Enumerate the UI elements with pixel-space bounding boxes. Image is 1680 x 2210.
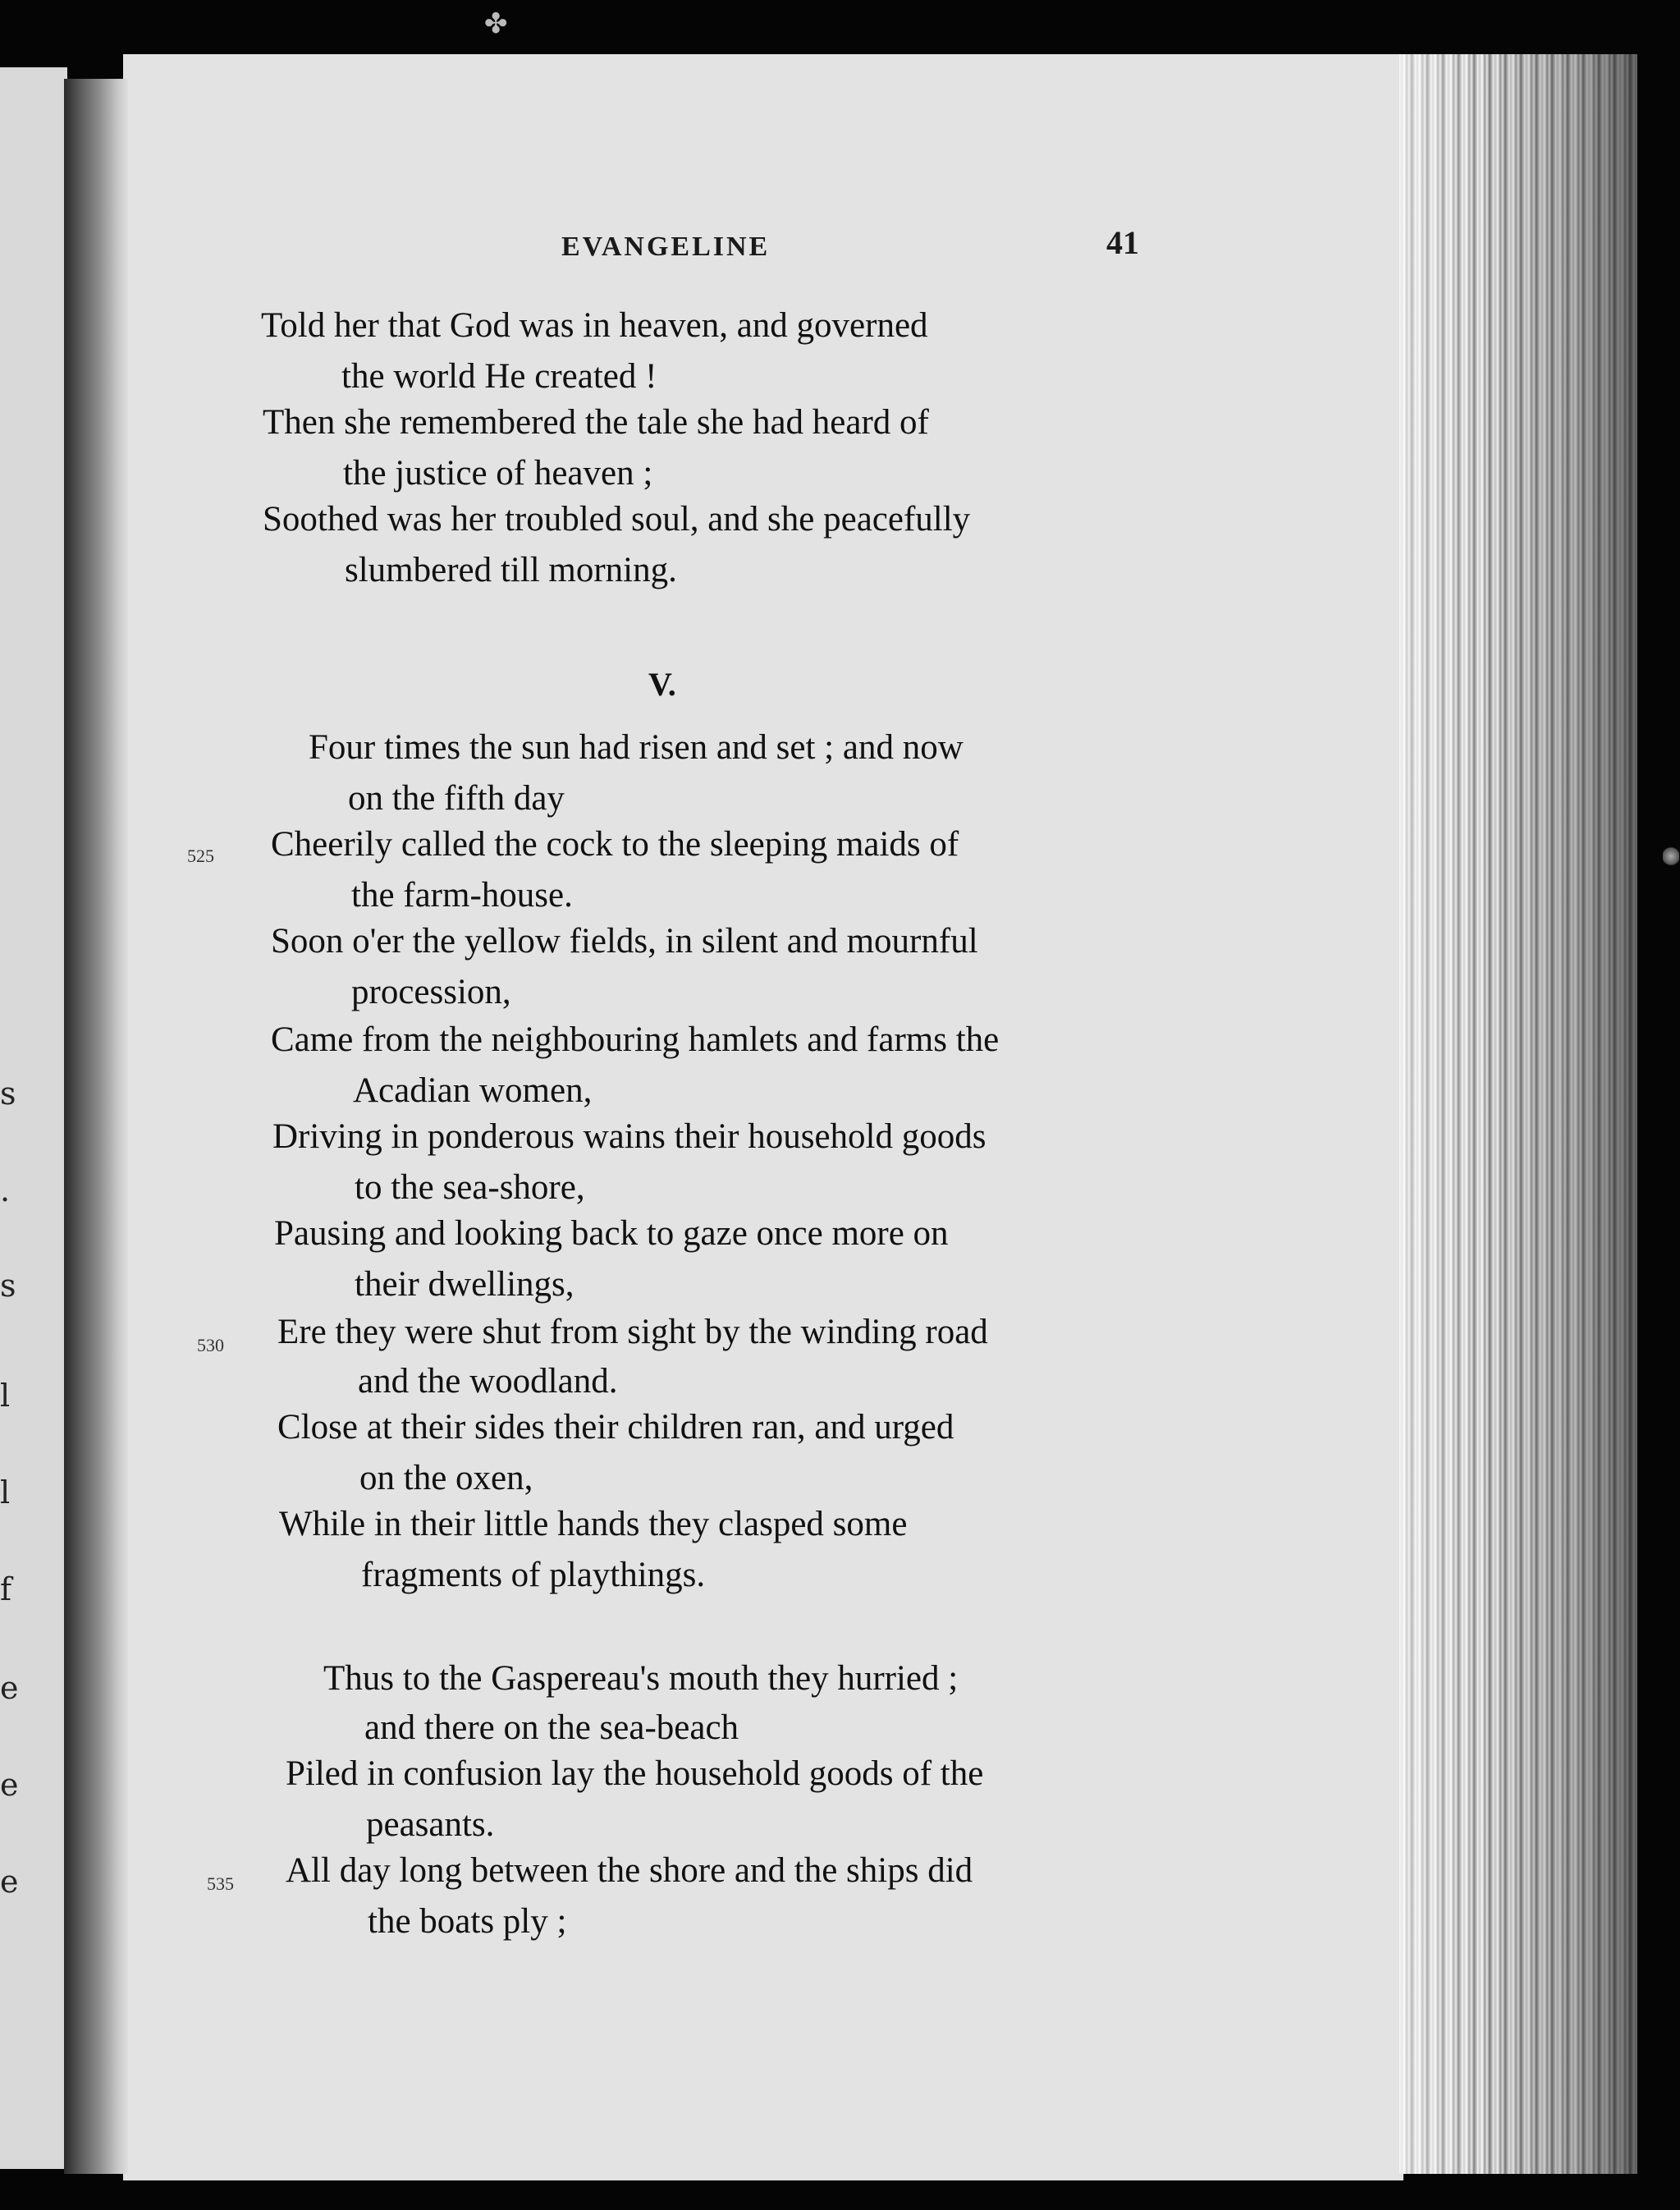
verse-line: Cheerily called the cock to the sleeping maids of [271,825,959,864]
verse-line-continuation: peasants. [366,1805,495,1844]
left-page-fragment: . [0,1172,11,1208]
left-page-fragment: e [0,1670,19,1706]
verse-line-continuation: procession, [351,973,511,1011]
verse-line-continuation: the boats ply ; [368,1902,567,1941]
left-page-fragment: e [0,1864,19,1900]
verse-line: All day long between the shore and the ships did [286,1851,973,1890]
verse-line-continuation: and there on the sea-beach [364,1708,739,1747]
verse-line-continuation: Acadian women, [353,1071,593,1110]
verse-line-continuation: slumbered till morning. [345,551,677,589]
left-page-edge [0,67,67,2169]
page-number: 41 [1106,224,1139,261]
verse-line-continuation: to the sea-shore, [355,1168,585,1207]
page-block-edges [1399,54,1637,2174]
left-page-fragment: s [0,1075,16,1112]
verse-line: Told her that God was in heaven, and governed [261,306,928,345]
page-gutter-shadow [64,79,128,2174]
verse-line: Four times the sun had risen and set ; and now [309,728,964,767]
line-number: 525 [187,846,214,866]
verse-line: Thus to the Gaspereau's mouth they hurried ; [323,1659,959,1698]
section-heading: V. [648,666,676,703]
verse-line: Close at their sides their children ran, and urged [277,1408,954,1447]
scan-speck-mark-right [1663,846,1679,867]
verse-line-continuation: their dwellings, [355,1265,574,1304]
line-number: 530 [197,1335,224,1355]
verse-line: Soothed was her troubled soul, and she peacefully [263,500,971,539]
verse-line: Piled in confusion lay the household goods of the [286,1754,984,1793]
left-page-fragment: l [0,1378,11,1414]
verse-line-continuation: on the oxen, [359,1459,533,1497]
verse-line: Driving in ponderous wains their household goods [272,1117,986,1156]
verse-line-continuation: fragments of playthings. [361,1556,706,1594]
verse-line-continuation: the farm-house. [351,876,573,915]
left-page-fragment: s [0,1268,16,1304]
left-page-fragment: f [0,1571,12,1607]
verse-line: Soon o'er the yellow fields, in silent and mournful [271,922,978,961]
verse-line: Pausing and looking back to gaze once more on [274,1214,949,1253]
scan-speck-mark: ✤ [484,7,508,40]
verse-line: Came from the neighbouring hamlets and farms the [271,1020,1000,1059]
left-page-fragment: l [0,1474,11,1511]
verse-line-continuation: the justice of heaven ; [343,454,653,493]
left-page-fragment: e [0,1767,19,1803]
line-number: 535 [207,1873,234,1894]
running-head: EVANGELINE [561,232,771,262]
verse-line-continuation: and the woodland. [358,1362,618,1401]
verse-line: Ere they were shut from sight by the winding road [277,1313,988,1351]
verse-line-continuation: the world He created ! [341,357,657,396]
verse-line-continuation: on the fifth day [348,779,565,818]
verse-line: While in their little hands they clasped some [279,1505,908,1543]
verse-line: Then she remembered the tale she had heard of [263,403,929,442]
